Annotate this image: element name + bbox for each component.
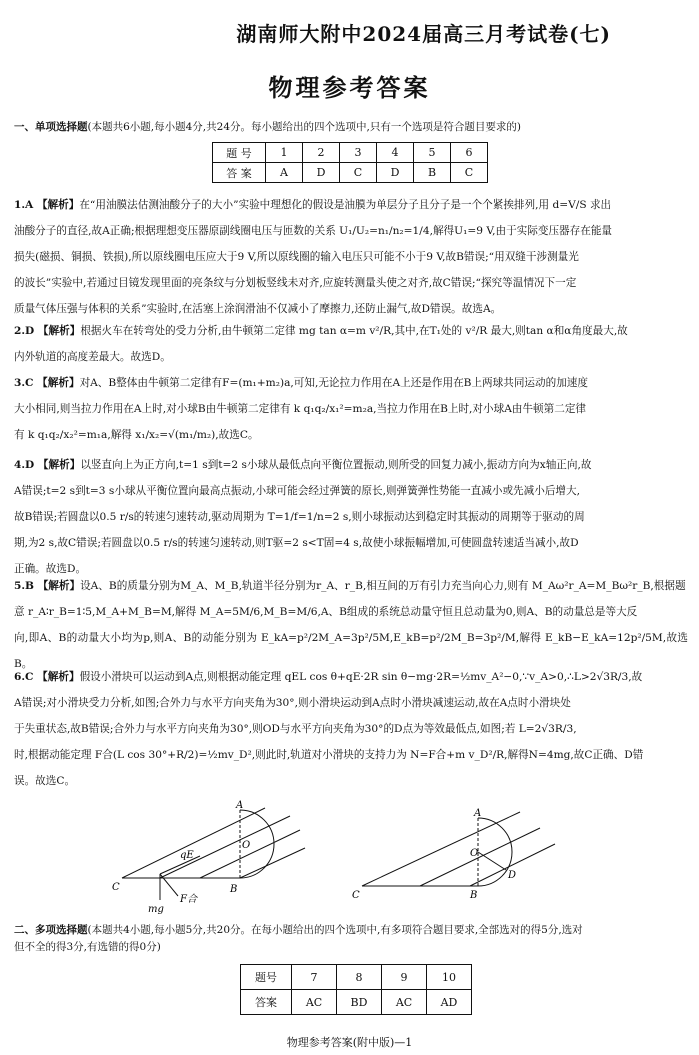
- question-2: [14, 318, 688, 370]
- table-cell: 4: [377, 143, 414, 163]
- table-cell: BD: [337, 990, 382, 1015]
- figure-left: [122, 808, 305, 900]
- table-cell: 7: [292, 965, 337, 990]
- section2-title: 二、多项选择题: [14, 924, 88, 936]
- answer-table-single: [212, 142, 488, 183]
- text-line: 油酸分子的直径,故A正确;根据理想变压器原副线圈电压与匝数的关系 U₁/U₂=n₁/n₂=1/4,解得U₁=9 V,由于实际变压器存在能量: [14, 225, 613, 237]
- table-cell: 6: [451, 143, 488, 163]
- section1-heading: [14, 120, 686, 134]
- line-text: 对A、B整体由牛顿第二定律有F=(m₁+m₂)a,可知,无论拉力作用在A上还是作用在B上两球共同运动的加速度: [79, 377, 588, 389]
- text-line: [14, 573, 688, 599]
- label-mg: mg: [148, 904, 164, 915]
- question-tag: 3.C 【解析】: [14, 377, 80, 389]
- row-label: 答 案: [213, 163, 266, 183]
- section2-desc: (本题共4小题,每小题5分,共20分。在每小题给出的四个选项中,有多项符合题目要求,全部选对的得5分,选对: [87, 924, 583, 936]
- question-5: [14, 573, 688, 677]
- text-line: [14, 370, 688, 396]
- question-tag: 4.D 【解析】: [14, 459, 81, 471]
- row-label: 题 号: [213, 143, 266, 163]
- label-b: B: [470, 890, 478, 901]
- table-cell: C: [340, 163, 377, 183]
- line-text: 设A、B的质量分别为M_A、M_B,轨道半径分别为r_A、r_B,相互间的万有引力充当向心力,则有 M_Aω²r_A=M_Bω²r_B,根据题: [80, 580, 686, 592]
- text-line: 的波长”实验中,若通过目镜发现里面的亮条纹与分划板竖线未对齐,应旋转测量头使之对齐,故C错误;“探究等温情况下一定: [14, 277, 577, 289]
- table-cell: AC: [382, 990, 427, 1015]
- page-footer: 物理参考答案(附中版)—1: [286, 1036, 413, 1049]
- label-a: A: [236, 800, 244, 811]
- force-diagrams: [100, 798, 600, 918]
- table-cell: 10: [427, 965, 472, 990]
- table-cell: AD: [427, 990, 472, 1015]
- answer-table-multiple: [240, 964, 472, 1015]
- field-line: [420, 828, 540, 886]
- question-tag: 1.A 【解析】: [14, 199, 80, 211]
- label-a: A: [474, 808, 482, 819]
- f-arrow: [160, 874, 178, 896]
- table-cell: C: [451, 163, 488, 183]
- table-row: [213, 163, 488, 183]
- table-row: [241, 965, 472, 990]
- line-text: 假设小滑块可以运动到A点,则根据动能定理 qEL cos θ+qE·2R sin θ−mg·2R=½mv_A²−0,∵v_A>0,∴L>2√3R/3,故: [79, 671, 643, 683]
- figure-right: [362, 812, 555, 886]
- table-cell: 8: [337, 965, 382, 990]
- label-qe: qE: [180, 850, 194, 861]
- text-line: 故B错误;若圆盘以0.5 r/s的转速匀速转动,驱动周期为 T=1/f=1/n=2 s,则小球振动达到稳定时其振动的周期等于驱动的周: [14, 511, 585, 523]
- table-row: [241, 990, 472, 1015]
- text-line: [14, 922, 686, 939]
- table-cell: 1: [266, 143, 303, 163]
- row-label: 答案: [241, 990, 292, 1015]
- table-row: [213, 143, 488, 163]
- table-cell: A: [266, 163, 303, 183]
- text-line: [14, 664, 688, 690]
- line-text: 根据火车在转弯处的受力分析,由牛顿第二定律 mg tan α=m v²/R,其中,在T₁处的 v²/R 最大,则tan α和α角度最大,故: [80, 325, 628, 337]
- text-line: 误。故选C。: [14, 775, 76, 787]
- label-b: B: [230, 884, 238, 895]
- table-cell: 9: [382, 965, 427, 990]
- line-text: 在“用油膜法估测油酸分子的大小”实验中理想化的假设是油膜为单层分子且分子是一个个紧挨排列,用 d=V/S 求出: [79, 199, 612, 211]
- table-cell: D: [377, 163, 414, 183]
- text-line: 大小相同,则当拉力作用在A上时,对小球B由牛顿第二定律有 k q₁q₂/x₁²=m₂a,当拉力作用在B上时,对小球A由牛顿第二定律: [14, 403, 587, 415]
- row-label: 题号: [241, 965, 292, 990]
- line-text: 以竖直向上为正方向,t=1 s到t=2 s小球从最低点向平衡位置振动,则所受的回复力减小,振动方向为x轴正向,故: [80, 459, 592, 471]
- text-line: 于失重状态,故B错误;合外力与水平方向夹角为30°,则OD与水平方向夹角为30°的D点为等效最低点,如图;若 L=2√3R/3,: [14, 723, 577, 735]
- exam-header: 湖南师大附中2024届高三月考试卷(七): [236, 22, 611, 46]
- text-line: A错误;对小滑块受力分析,如图;合外力与水平方向夹角为30°,则小滑块运动到A点时小滑块减速运动,故在A点时小滑块处: [14, 697, 571, 709]
- label-f: F合: [180, 894, 197, 905]
- text-line: 有 k q₁q₂/x₂²=m₁a,解得 x₁/x₂=√(m₁/m₂),故选C。: [14, 429, 259, 441]
- question-tag: 2.D 【解析】: [14, 325, 81, 337]
- text-line: 质量气体压强与体积的关系”实验时,在活塞上涂润滑油不仅减小了摩擦力,还防止漏气,故D错误。故选A。: [14, 303, 502, 315]
- text-line: 但不全的得3分,有选错的得0分): [14, 941, 161, 953]
- semicircle-track: [478, 818, 512, 886]
- label-o: O: [470, 848, 479, 859]
- table-cell: 5: [414, 143, 451, 163]
- question-tag: 6.C 【解析】: [14, 671, 80, 683]
- text-line: 时,根据动能定理 F合(L cos 30°+R/2)=½mv_D²,则此时,轨道对小滑块的支持力为 N=F合+m v_D²/R,解得N=4mg,故C正确、D错: [14, 749, 644, 761]
- text-line: 意 r_A∶r_B=1∶5,M_A+M_B=M,解得 M_A=5M/6,M_B=M/6,A、B组成的系统总动量守恒且总动量为0,则A、B的动量总是等大反: [14, 606, 638, 618]
- label-o: O: [242, 840, 251, 851]
- text-line: 内外轨道的高度差最大。故选D。: [14, 351, 171, 363]
- page-title: 物理参考答案: [268, 73, 431, 102]
- label-d: D: [508, 870, 517, 881]
- table-cell: AC: [292, 990, 337, 1015]
- text-line: [14, 192, 688, 218]
- field-line: [200, 830, 300, 878]
- question-tag: 5.B 【解析】: [14, 580, 81, 592]
- section1-title: 一、单项选择题: [14, 121, 88, 133]
- question-6: [14, 664, 688, 794]
- od-line: [478, 852, 506, 870]
- table-cell: 2: [303, 143, 340, 163]
- label-c: C: [352, 890, 360, 901]
- table-cell: 3: [340, 143, 377, 163]
- text-line: 期,为2 s,故C错误;若圆盘以0.5 r/s的转速匀速转动,则T驱=2 s<T固=4 s,故使小球振幅增加,可使圆盘转速适当减小,故D: [14, 537, 579, 549]
- question-3: [14, 370, 688, 448]
- question-4: [14, 452, 688, 582]
- label-c: C: [112, 882, 120, 893]
- text-line: 向,即A、B的动量大小均为p,则A、B的动能分别为 E_kA=p²/2M_A=3p²/5M,E_kB=p²/2M_B=3p²/M,解得 E_kB−E_kA=12p²/5M,故选B。: [14, 632, 688, 670]
- text-line: 正确。故选D。: [14, 563, 87, 575]
- text-line: [14, 452, 688, 478]
- section2-heading: [14, 922, 686, 956]
- table-cell: D: [303, 163, 340, 183]
- text-line: 损失(磁损、铜损、铁损),所以原线圈电压应大于9 V,所以原线圈的输入电压只可能不小于9 V,故B错误;“用双缝干涉测量光: [14, 251, 579, 263]
- section1-desc: (本题共6小题,每小题4分,共24分。每小题给出的四个选项中,只有一个选项是符合题目要求的): [87, 121, 521, 133]
- question-1: [14, 192, 688, 322]
- text-line: [14, 318, 688, 344]
- field-line: [160, 816, 290, 878]
- table-cell: B: [414, 163, 451, 183]
- text-line: A错误;t=2 s到t=3 s小球从平衡位置向最高点振动,小球可能会经过弹簧的原长,则弹簧弹性势能一直减小或先减小后增大,: [14, 485, 580, 497]
